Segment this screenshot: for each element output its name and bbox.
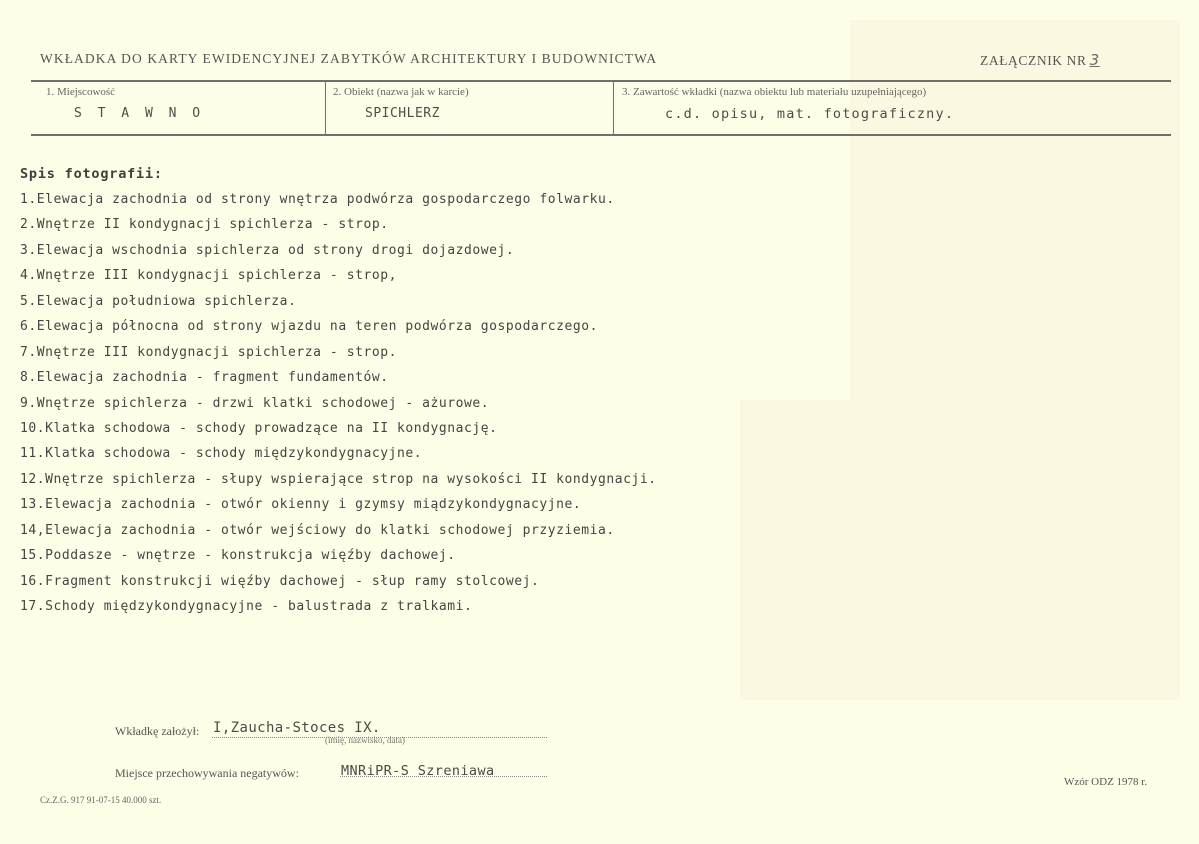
negatives-label: Miejsce przechowywania negatywów: (115, 766, 299, 780)
list-item: 5.Elewacja południowa spichlerza. (20, 293, 297, 309)
paper-tone-patch (850, 20, 1180, 400)
contents-label: 3. Zawartość wkładki (nazwa obiektu lub materiału uzupełniającego) (622, 86, 927, 98)
negatives-value: MNRiPR-S Szreniawa (341, 763, 495, 779)
paper-tone-patch (740, 400, 1180, 700)
annex-label (980, 51, 1100, 69)
contents-value: c.d. opisu, mat. fotograficzny. (665, 106, 955, 122)
form-code: Wzór ODZ 1978 r. (1064, 776, 1148, 788)
list-item: 4.Wnętrze III kondygnacji spichlerza - strop, (20, 268, 397, 284)
form-title: WKŁADKA DO KARTY EWIDENCYJNEJ ZABYTKÓW ARCHITEKTURY I BUDOWNICTWA (40, 51, 658, 66)
founder-value: I,Zaucha-Stoces IX. (213, 720, 381, 736)
list-item: 14,Elewacja zachodnia - otwór wejściowy do klatki schodowej przyziemia. (20, 522, 615, 538)
founder-hint: (imię, nazwisko, data) (325, 735, 405, 745)
photo-list-title: Spis fotografii: (20, 166, 163, 182)
locality-label: 1. Miejscowość (46, 86, 116, 98)
photo-list (20, 190, 657, 622)
list-item: 8.Elewacja zachodnia - fragment fundamentów. (20, 370, 389, 386)
negatives-fill-line (340, 776, 547, 777)
list-item: 6.Elewacja północna od strony wjazdu na teren podwórza gospodarczego. (20, 319, 598, 335)
list-item: 13.Elewacja zachodnia - otwór okienny i gzymsy miądzykondygnacyjne. (20, 497, 582, 513)
field-divider (325, 82, 326, 135)
object-value: SPICHLERZ (365, 106, 440, 121)
list-item: 15.Poddasze - wnętrze - konstrukcja więźby dachowej. (20, 548, 456, 564)
annex-number: 3 (1089, 51, 1100, 69)
list-item: 7.Wnętrze III kondygnacji spichlerza - strop. (20, 344, 397, 360)
founder-label: Wkładkę założył: (115, 724, 200, 738)
list-item: 10.Klatka schodowa - schody prowadzące na II kondygnację. (20, 420, 498, 436)
list-item: 1.Elewacja zachodnia od strony wnętrza podwórza gospodarczego folwarku. (20, 192, 615, 207)
header-bottom-rule (31, 134, 1171, 136)
list-item: 2.Wnętrze II kondygnacji spichlerza - strop. (20, 217, 389, 233)
locality-value: S T A W N O (74, 106, 205, 121)
list-item: 9.Wnętrze spichlerza - drzwi klatki schodowej - ażurowe. (20, 395, 490, 411)
print-info: Cz.Z.G. 917 91-07-15 40.000 szt. (40, 795, 162, 805)
annex-label-text: ZAŁĄCZNIK NR (980, 53, 1087, 68)
object-label: 2. Obiekt (nazwa jak w karcie) (333, 86, 469, 98)
header-top-rule (31, 80, 1171, 82)
field-divider (613, 82, 614, 135)
list-item: 11.Klatka schodowa - schody międzykondygnacyjne. (20, 446, 423, 462)
list-item: 16.Fragment konstrukcji więźby dachowej - słup ramy stolcowej. (20, 573, 540, 589)
list-item: 3.Elewacja wschodnia spichlerza od strony drogi dojazdowej. (20, 242, 515, 258)
list-item: 17.Schody międzykondygnacyjne - balustrada z tralkami. (20, 599, 473, 614)
list-item: 12.Wnętrze spichlerza - słupy wspierające strop na wysokości II kondygnacji. (20, 471, 657, 487)
